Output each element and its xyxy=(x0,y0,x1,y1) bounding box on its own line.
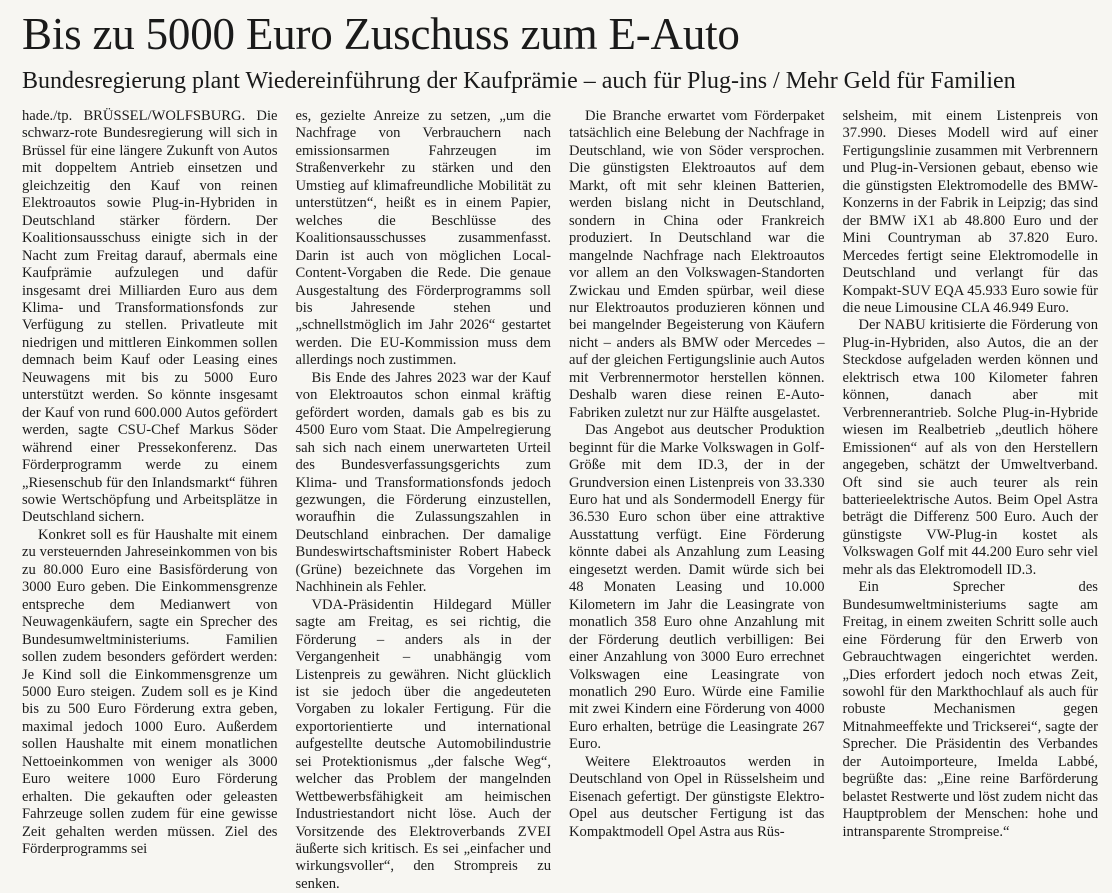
text-column-2 xyxy=(296,108,552,893)
paragraph: Weitere Elektroautos werden in Deutschland von Opel in Rüsselsheim und Eisenach gefertigt. Der günstigste Elektro-Opel aus deutscher Fertigung ist das Kompaktmodell Opel Astra aus Rüs- xyxy=(569,753,825,840)
paragraph: Bis Ende des Jahres 2023 war der Kauf von Elektroautos schon einmal kräftig gefördert worden, damals gab es bis zu 4500 Euro vom Staat. Die Ampelregierung sah sich nach einem unerwarteten Urteil des Bundesverfassungsgerichts zum Klima- und Transformationsfonds jedoch gezwungen, die Förderung einzustellen, woraufhin die Zulassungszahlen in Deutschland einbrachen. Der damalige Bundeswirtschaftsminister Robert Habeck (Grüne) bezeichnete das Vorgehen im Nachhinein als Fehler. xyxy=(295,369,551,596)
paragraph: selsheim, mit einem Listenpreis von 37.990. Dieses Modell wird auf einer Fertigungslinie zusammen mit Verbrennern und Plug-in-Versionen gebaut, ebenso wie die günstigsten Elektromodelle des BMW-Konzerns in der Fabrik in Leipzig; das sind der BMW iX1 ab 48.800 Euro und der Mini Countryman ab 37.820 Euro. Mercedes fertigt seine Elektromodelle in Deutschland und verlangt für das Kompakt-SUV EQA 45.933 Euro sowie für die neue Limousine CLA 46.949 Euro. xyxy=(842,108,1098,316)
article-body xyxy=(22,108,1098,892)
paragraph: es, gezielte Anreize zu setzen, „um die Nachfrage von Verbrauchern nach emissionsarmen Fahrzeugen im Straßenverkehr zu stärken und den Umstieg auf klimafreundliche Mobilität zu unterstützen“, heißt es in einem Papier, welches die Beschlüsse des Koalitionsausschusses zusammenfasst. Darin ist auch von möglichen Local-Content-Vorgaben die Rede. Die genaue Ausgestaltung des Förderprogramms soll bis Jahresende stehen und „schnellstmöglich im Jahr 2026“ gestartet werden. Die EU-Kommission muss dem allerdings noch zustimmen. xyxy=(295,108,551,369)
paragraph: Die Branche erwartet vom Förderpaket tatsächlich eine Belebung der Nachfrage in Deutschland, wie von Söder versprochen. Die günstigsten Elektroautos auf dem Markt, oft mit sehr kleinen Batterien, werden bislang nicht in Deutschland, sondern in China oder Frankreich produziert. In Deutschland war die mangelnde Nachfrage nach Elektroautos vor allem an den Volkswagen-Standorten Zwickau und Emden spürbar, weil diese nur Elektroautos produzieren können und bei mangelnder Begeisterung von Käufern nicht – anders als BMW oder Mercedes – auf der gleichen Fertigungslinie auch Autos mit Verbrennermotor herstellen können. Deshalb waren diese reinen E-Auto-Fabriken zuletzt nur zur Hälfte ausgelastet. xyxy=(569,108,825,421)
paragraph: hade./tp. BRÜSSEL/WOLFSBURG. Die schwarz-rote Bundesregierung will sich in Brüssel für eine längere Zukunft von Autos mit doppeltem Antrieb einsetzen und gleichzeitig den Kauf von reinen Elektroautos sowie Plug-in-Hybriden in Deutschland stärker fördern. Der Koalitionsausschuss einigte sich in der Nacht zum Freitag darauf, abermals eine Kaufprämie aufzulegen und dafür insgesamt drei Milliarden Euro aus dem Klima- und Transformationsfonds zur Verfügung zu stellen. Privatleute mit niedrigen und mittleren Einkommen sollen demnach beim Kauf oder Leasing eines Neuwagens mit bis zu 5000 Euro unterstützt werden. So könnte insgesamt der Kauf von rund 600.000 Autos gefördert werden, sagte CSU-Chef Markus Söder während einer Pressekonferenz. Das Förderprogramm werde zu einem „Riesenschub für den Inlandsmarkt“ führen sowie Wertschöpfung und Arbeitsplätze in Deutschland sichern. xyxy=(22,108,278,526)
paragraph: Das Angebot aus deutscher Produktion beginnt für die Marke Volkswagen in Golf-Größe mit dem ID.3, der in der Grundversion einen Listenpreis von 33.330 Euro hat und als Sondermodell Energy für 36.530 Euro schon über eine attraktive Ausstattung verfügt. Eine Förderung könnte dabei als Anzahlung zum Leasing eingesetzt werden. Damit würde sich bei 48 Monaten Leasing und 10.000 Kilometern im Jahr die Leasingrate von monatlich 358 Euro ohne Anzahlung mit der Förderung deutlich verbilligen: Bei einer Anzahlung von 3000 Euro errechnet Volkswagen eine Leasingrate von monatlich 290 Euro. Würde eine Familie mit zwei Kindern eine Förderung von 4000 Euro erhalten, betrüge die Leasingrate 267 Euro. xyxy=(569,422,825,753)
paragraph: Der NABU kritisierte die Förderung von Plug-in-Hybriden, also Autos, die an der Steckdose aufgeladen werden können und elektrisch etwa 100 Kilometer fahren können, danach aber mit Verbrennerantrieb. Solche Plug-in-Hybride wiesen im Realbetrieb „deutlich höhere Emissionen“ auf als von den Herstellern angegeben, schätzt der Umweltverband. Oft sind sie auch teurer als rein batterieelektrische Autos. Beim Opel Astra beträgt die Differenz 500 Euro. Auch der günstigste VW-Plug-in kostet als Volkswagen Golf mit 44.200 Euro sehr viel mehr als das Elektromodell ID.3. xyxy=(842,317,1098,578)
text-column-3 xyxy=(569,108,825,893)
text-column-1 xyxy=(22,108,278,893)
paragraph: Konkret soll es für Haushalte mit einem zu versteuernden Jahreseinkommen von bis zu 80.000 Euro eine Basisförderung von 3000 Euro geben. Die Einkommensgrenze entspreche dem Medianwert von Neuwagenkäufern, sagte ein Sprecher des Bundesumweltministeriums. Familien sollen zudem besonders gefördert werden: Je Kind soll die Einkommensgrenze um 5000 Euro steigen. Zudem soll es je Kind bis zu 500 Euro Förderung extra geben, maximal jedoch 1000 Euro. Außerdem sollen Haushalte mit einem monatlichen Nettoeinkommen von weniger als 3000 Euro weitere 1000 Euro Förderung erhalten. Die gekauften oder geleasten Fahrzeuge sollen zudem für eine gewisse Zeit gehalten werden müssen. Ziel des Förderprogramms sei xyxy=(22,526,278,858)
subheadline: Bundesregierung plant Wiedereinführung der Kaufprämie – auch für Plug-ins / Mehr Geld für Familien xyxy=(22,68,1016,94)
text-column-4 xyxy=(843,108,1099,893)
paragraph: VDA-Präsidentin Hildegard Müller sagte am Freitag, es sei richtig, die Förderung – anders als in der Vergangenheit – unabhängig vom Listenpreis zu gewähren. Nicht glücklich ist sie jedoch über die angedeuteten Vorgaben zu lokaler Fertigung. Für die exportorientierte und international aufgestellte deutsche Automobilindustrie sei Protektionismus „der falsche Weg“, welcher das Problem der mangelnden Wettbewerbsfähigkeit am heimischen Industriestandort nicht löse. Auch der Vorsitzende des Elektroverbands ZVEI äußerte sich kritisch. Es sei „einfacher und wirkungsvoller“, den Strompreis zu senken. xyxy=(295,596,551,892)
paragraph: Ein Sprecher des Bundesumweltministeriums sagte am Freitag, in einem zweiten Schritt solle auch eine Förderung für den Erwerb von Gebrauchtwagen eingerichtet werden. „Dies erfordert jedoch noch etwas Zeit, sowohl für den Markthochlauf als auch für robuste Mechanismen gegen Mitnahmeeffekte und Trickserei“, sagte der Sprecher. Die Präsidentin des Verbandes der Autoimporteure, Imelda Labbé, begrüßte das: „Eine reine Barförderung belastet Restwerte und löst zudem nicht das Hauptproblem der Menschen: hohe und intransparente Strompreise.“ xyxy=(842,579,1098,840)
headline: Bis zu 5000 Euro Zuschuss zum E-Auto xyxy=(22,9,740,59)
